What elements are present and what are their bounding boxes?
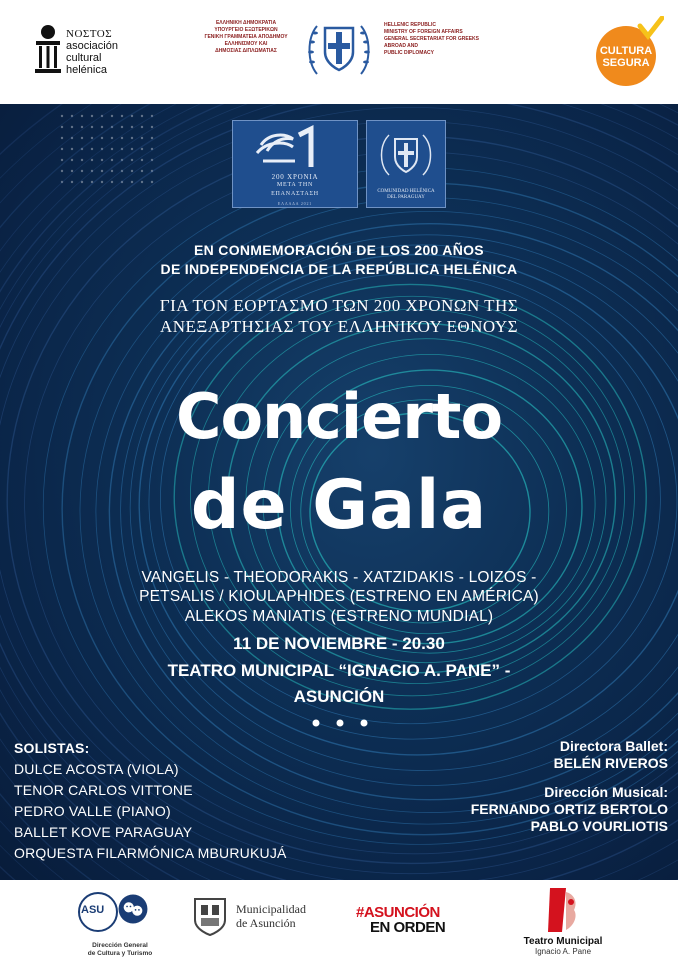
solista-item: TENOR CARLOS VITTONE (14, 782, 193, 798)
musical-heading: Dirección Musical: (544, 784, 668, 800)
orden-line-1: #ASUNCIÓN (356, 904, 440, 921)
composers-line-1: VANGELIS - THEODORAKIS - XATZIDAKIS - LOIZOS - (141, 569, 537, 586)
footer-logos (0, 880, 678, 960)
teatro-name: Teatro Municipal (523, 936, 603, 947)
laurel-emblem-icon (367, 125, 445, 185)
directors-block (471, 738, 668, 835)
nostos-subtitle: asociación cultural helénica (66, 40, 118, 76)
nostos-name: ΝΟΣΤΟΣ (66, 28, 113, 40)
intro-greek-line-1: ΓΙΑ ΤΟΝ ΕΟΡΤΑΣΜΟ ΤΩΝ 200 ΧΡΟΝΩΝ ΤΗΣ (159, 296, 519, 315)
ballet-heading: Directora Ballet: (559, 738, 668, 754)
bicentenary-line-2: ΜΕΤΑ ΤΗΝ (276, 182, 314, 188)
event-city: ASUNCIÓN (293, 687, 385, 706)
musical-director: FERNANDO ORTIZ BERTOLO (470, 801, 668, 817)
svg-text:CULTURA: CULTURA (599, 45, 653, 57)
event-venue: TEATRO MUNICIPAL “IGNACIO A. PANE” - (167, 661, 511, 680)
comunidad-text: COMUNIDAD HELÉNICA DEL PARAGUAY (377, 189, 435, 200)
intro-spanish-line-1: EN CONMEMORACIÓN DE LOS 200 AÑOS (194, 242, 484, 258)
asu-logo (72, 888, 162, 958)
greek-coat-of-arms-icon (303, 14, 375, 86)
orden-line-2: EN ORDEN (370, 919, 446, 936)
column-icon (34, 24, 62, 76)
nostos-logo (34, 20, 124, 90)
municipal-shield-icon (192, 896, 228, 936)
solista-item: ORQUESTA FILARMÓNICA MBURUKUJÁ (14, 845, 287, 861)
bicentenary-line-1: 200 ΧΡΟΝΙΑ (271, 173, 319, 181)
composers-line-2: PETSALIS / KIOULAPHIDES (ESTRENO EN AMÉRICA) (139, 588, 539, 605)
header-logos (0, 0, 678, 104)
solista-item: DULCE ACOSTA (VIOLA) (14, 761, 179, 777)
event-date: 11 DE NOVIEMBRE - 20.30 (233, 634, 445, 653)
musical-director: PABLO VOURLIOTIS (530, 818, 668, 834)
separator-dots (310, 718, 370, 728)
solistas-list (14, 738, 287, 864)
teatro-municipal-logo (508, 886, 618, 956)
svg-text:SEGURA: SEGURA (602, 57, 650, 69)
asuncion-en-orden-logo (356, 904, 480, 940)
bicentenary-line-3: ΕΠΑΝΑΣΤΑΣΗ (271, 191, 319, 197)
intro-greek-line-2: ΑΝΕΞΑΡΤΗΣΙΑΣ ΤΟΥ ΕΛΛΗΝΙΚΟΥ ΕΘΝΟΥΣ (159, 317, 519, 336)
ministry-greek-text: ΕΛΛΗΝΙΚΗ ΔΗΜΟΚΡΑΤΙΑ ΥΠΟΥΡΓΕΙΟ ΕΞΩΤΕΡΙΚΩΝ ΓΕΝΙΚΗ ΓΡΑΜΜΑΤΕΙΑ ΑΠΟΔΗΜΟΥ ΕΛΛΗΝΙΣΜΟΥ ΚΑΙ ΔΗΜΟΣΙΑΣ ΔΙΠΛΩΜΑΤΙΑΣ (204, 20, 288, 54)
bicentenary-line-4: ΕΛΛΑΔΑ 2021 (277, 201, 313, 206)
cultura-segura-logo (592, 16, 664, 88)
ministry-english-text: HELLENIC REPUBLIC MINISTRY OF FOREIGN AFFAIRS GENERAL SECRETARIAT FOR GREEKS ABROAD AND PUBLIC DIPLOMACY (384, 22, 480, 56)
theater-masks-icon (116, 892, 150, 926)
asu-caption: Dirección General de Cultura y Turismo (87, 942, 153, 957)
comunidad-badge (366, 120, 446, 208)
solista-item: PEDRO VALLE (PIANO) (14, 803, 171, 819)
bicentenary-badge (232, 120, 358, 208)
solistas-heading: SOLISTAS: (14, 740, 90, 756)
main-panel (0, 104, 678, 880)
bicentenary-21-icon (233, 123, 357, 173)
title-line-2: de Gala (190, 466, 488, 545)
theater-figure-icon (544, 886, 584, 934)
municipalidad-logo (192, 896, 332, 940)
title-line-1: Concierto (175, 380, 503, 453)
solista-item: BALLET KOVE PARAGUAY (14, 824, 193, 840)
asu-abbr: ASU (81, 904, 105, 916)
ballet-director: BELÉN RIVEROS (553, 755, 668, 771)
municipalidad-text: Municipalidad de Asunción (236, 902, 306, 930)
composers-line-3: ALEKOS MANIATIS (ESTRENO MUNDIAL) (184, 608, 494, 625)
teatro-subname: Ignacio A. Pane (534, 947, 592, 956)
intro-spanish-line-2: DE INDEPENDENCIA DE LA REPÚBLICA HELÉNICA (160, 261, 518, 277)
